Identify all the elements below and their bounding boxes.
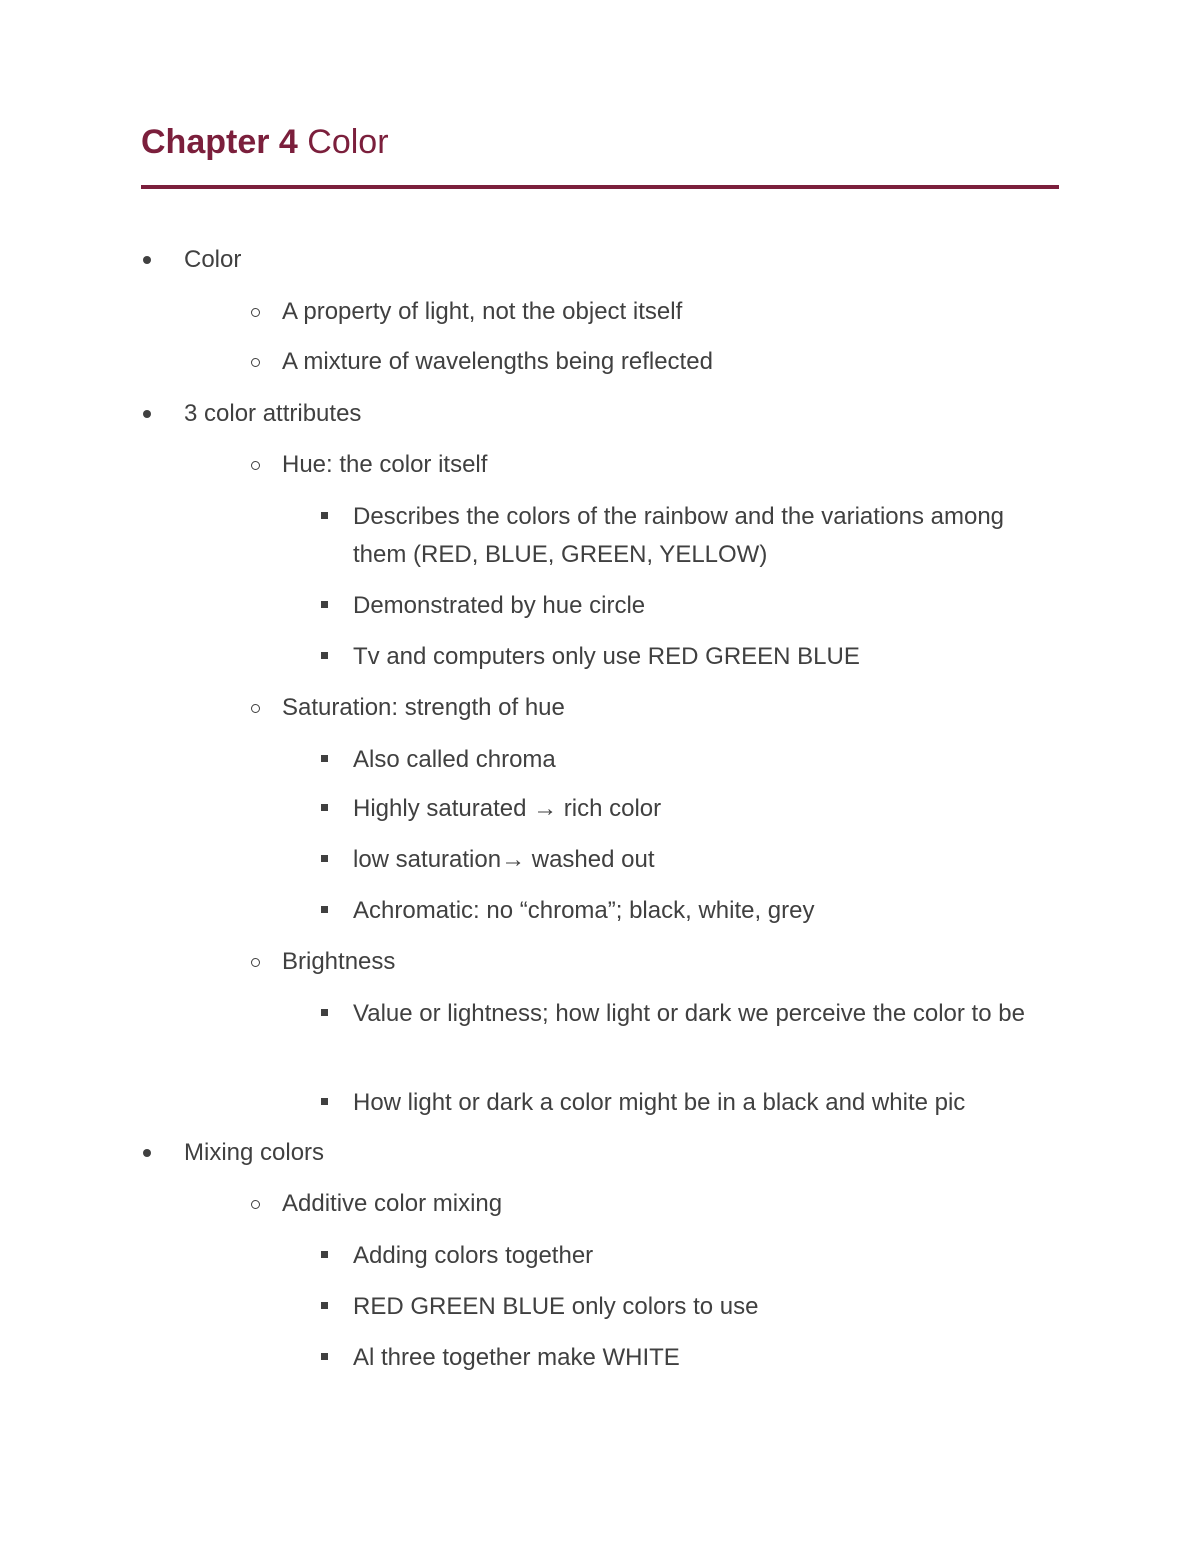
list-item-text: Describes the colors of the rainbow and the variations among them (RED, BLUE, GREEN, YELLOW)	[353, 503, 1005, 568]
list-item-text: Brightness	[282, 948, 396, 975]
list-item-text: low saturation→ washed out	[353, 846, 655, 873]
list-item-text: Achromatic: no “chroma”; black, white, grey	[353, 897, 815, 924]
list-item-text: Saturation: strength of hue	[282, 694, 565, 721]
bullet-marker	[321, 1251, 328, 1258]
list-item	[250, 343, 713, 381]
list-item-text: Al three together make WHITE	[353, 1344, 680, 1371]
bullet-marker	[143, 1149, 151, 1157]
list-item	[320, 1339, 680, 1377]
bullet-marker	[143, 410, 151, 418]
list-item	[320, 587, 645, 625]
list-item-text: 3 color attributes	[184, 400, 362, 427]
list-item-text: RED GREEN BLUE only colors to use	[353, 1293, 759, 1320]
list-item	[141, 395, 361, 433]
bullet-marker	[321, 1353, 328, 1360]
bullet-marker	[251, 704, 260, 713]
list-item	[320, 995, 1060, 1033]
list-item	[320, 841, 655, 879]
list-item-text: A property of light, not the object itself	[282, 298, 683, 325]
bullet-marker	[251, 1200, 260, 1209]
list-item-text: Also called chroma	[353, 746, 556, 773]
list-item	[250, 1185, 502, 1223]
list-item	[320, 1084, 965, 1122]
list-item-text: Color	[184, 246, 242, 273]
list-item	[141, 241, 241, 279]
list-item	[320, 892, 815, 930]
list-item-text: Tv and computers only use RED GREEN BLUE	[353, 643, 860, 670]
bullet-marker	[321, 1098, 328, 1105]
list-item	[320, 1288, 758, 1326]
title-chapter-number: Chapter 4	[141, 123, 298, 161]
list-item	[250, 689, 565, 727]
list-item-text: Highly saturated → rich color	[353, 795, 662, 822]
list-item	[141, 1134, 324, 1172]
list-item-text: Additive color mixing	[282, 1190, 503, 1217]
page-title	[141, 120, 389, 164]
list-item-text: How light or dark a color might be in a black and white pic	[353, 1089, 966, 1116]
list-item-text: Value or lightness; how light or dark we perceive the color to be	[353, 1000, 1025, 1027]
list-item	[320, 498, 1060, 574]
list-item	[250, 943, 395, 981]
bullet-marker	[321, 855, 328, 862]
bullet-marker	[321, 512, 328, 519]
list-item-text: Adding colors together	[353, 1242, 594, 1269]
bullet-marker	[321, 601, 328, 608]
bullet-marker	[143, 256, 151, 264]
list-item-text: Mixing colors	[184, 1139, 325, 1166]
bullet-marker	[321, 652, 328, 659]
list-item-text: Hue: the color itself	[282, 451, 488, 478]
list-item	[320, 638, 860, 676]
bullet-marker	[251, 308, 260, 317]
bullet-marker	[251, 358, 260, 367]
list-item	[320, 741, 556, 779]
bullet-marker	[251, 461, 260, 470]
list-item	[320, 790, 661, 828]
list-item	[250, 446, 487, 484]
bullet-marker	[321, 1009, 328, 1016]
bullet-marker	[321, 906, 328, 913]
title-topic: Color	[297, 123, 389, 161]
bullet-marker	[321, 755, 328, 762]
list-item	[320, 1237, 593, 1275]
list-item-text: Demonstrated by hue circle	[353, 592, 646, 619]
bullet-marker	[321, 804, 328, 811]
title-divider	[141, 185, 1059, 189]
list-item-text: A mixture of wavelengths being reflected	[282, 348, 713, 375]
list-item	[250, 293, 682, 331]
bullet-marker	[251, 958, 260, 967]
bullet-marker	[321, 1302, 328, 1309]
